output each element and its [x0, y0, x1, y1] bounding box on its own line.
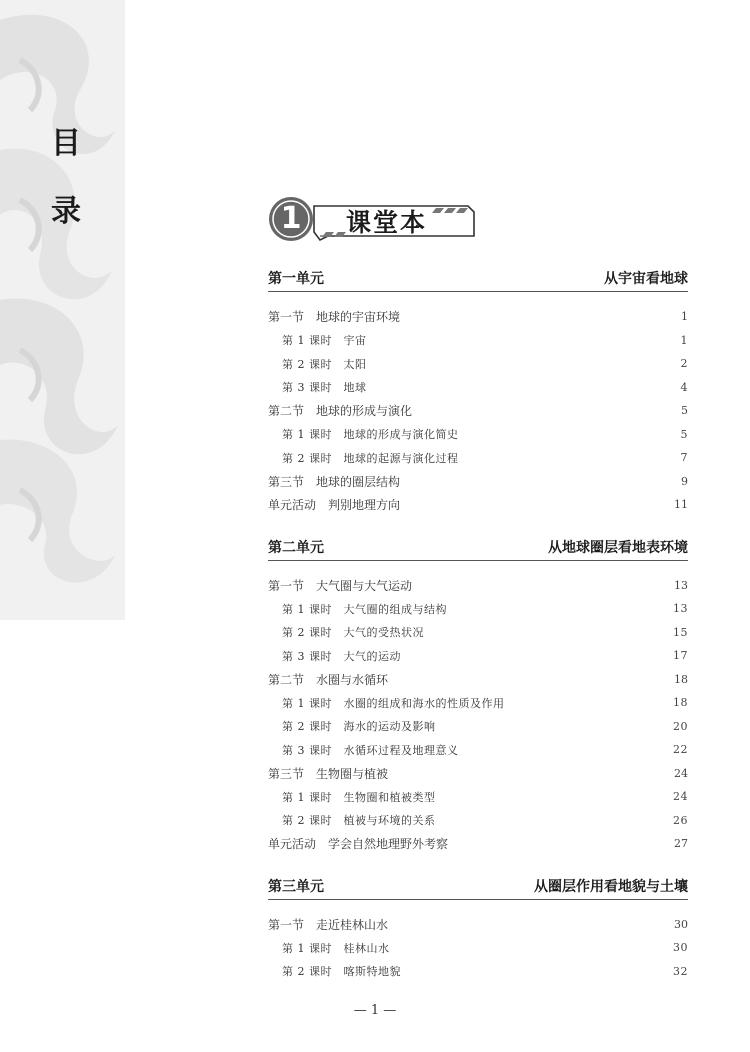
toc-label: 单元活动 学会自然地理野外考察: [268, 837, 449, 852]
toc-page: 24: [674, 766, 688, 780]
toc-label: 单元活动 判别地理方向: [268, 498, 401, 513]
toc-page: 26: [673, 813, 688, 827]
toc-page: 15: [673, 625, 688, 639]
toc-row[interactable]: [268, 715, 688, 739]
toc-label: 第 3 课时 大气的运动: [282, 649, 401, 663]
toc-label: 第 1 课时 生物圈和植被类型: [282, 790, 436, 804]
toc-label: 第 1 课时 地球的形成与演化简史: [282, 428, 459, 442]
toc-row[interactable]: [268, 305, 688, 329]
toc-page: 7: [680, 451, 688, 465]
toc-row[interactable]: [268, 376, 688, 400]
toc-row[interactable]: [268, 785, 688, 809]
toc-label: 第 2 课时 海水的运动及影响: [282, 720, 436, 734]
toc-page: 32: [673, 964, 688, 978]
toc-label: 第 1 课时 宇宙: [282, 334, 367, 348]
toc-page: 5: [681, 404, 688, 418]
table-of-contents: [268, 268, 688, 983]
toc-page: 1: [680, 333, 688, 347]
toc-page: 20: [673, 719, 688, 733]
toc-row[interactable]: [268, 832, 688, 856]
toc-label: 第三节 生物圈与植被: [268, 766, 389, 781]
toc-row[interactable]: [268, 936, 688, 960]
toc-row[interactable]: [268, 574, 688, 598]
badge-number: 1: [280, 201, 302, 236]
toc-row[interactable]: [268, 913, 688, 937]
toc-label: 第 2 课时 大气的受热状况: [282, 626, 424, 640]
toc-page: 13: [673, 602, 688, 616]
toc-row[interactable]: [268, 493, 688, 517]
toc-row[interactable]: [268, 329, 688, 353]
toc-row[interactable]: [268, 644, 688, 668]
unit-2: [268, 537, 688, 856]
toc-label: 第 1 课时 水圈的组成和海水的性质及作用: [282, 696, 505, 710]
side-title-char-2: 录: [51, 194, 81, 229]
side-title-char-1: 目: [51, 126, 81, 161]
toc-label: 第二节 地球的形成与演化: [268, 404, 413, 419]
toc-page: 22: [673, 743, 688, 757]
unit-3: [268, 876, 688, 984]
unit-title: 从地球圈层看地表环境: [548, 539, 688, 556]
page-number: — 1 —: [353, 1003, 397, 1018]
unit-header: [268, 268, 688, 292]
toc-page: 18: [674, 672, 688, 686]
unit-title: 从圈层作用看地貌与土壤: [534, 878, 688, 895]
toc-row[interactable]: [268, 423, 688, 447]
toc-label: 第 2 课时 植被与环境的关系: [282, 814, 436, 828]
section-badge: [268, 196, 478, 246]
toc-row[interactable]: [268, 738, 688, 762]
unit-1: [268, 268, 688, 517]
toc-page: 18: [673, 696, 688, 710]
toc-row[interactable]: [268, 621, 688, 645]
unit-name: 第三单元: [268, 878, 324, 895]
toc-label: 第 1 课时 大气圈的组成与结构: [282, 602, 447, 616]
unit-name: 第二单元: [268, 539, 324, 556]
toc-row[interactable]: [268, 762, 688, 786]
toc-label: 第一节 走近桂林山水: [268, 917, 389, 932]
toc-row[interactable]: [268, 691, 688, 715]
toc-page: 13: [674, 578, 688, 592]
toc-row[interactable]: [268, 809, 688, 833]
toc-page: 5: [680, 427, 688, 441]
unit-name: 第一单元: [268, 271, 324, 287]
toc-label: 第 1 课时 桂林山水: [282, 941, 390, 955]
toc-row[interactable]: [268, 597, 688, 621]
toc-row[interactable]: [268, 446, 688, 470]
unit-header: [268, 537, 688, 561]
toc-label: 第 2 课时 地球的起源与演化过程: [282, 451, 459, 465]
toc-label: 第一节 地球的宇宙环境: [268, 310, 401, 325]
toc-page: 9: [681, 474, 688, 488]
toc-row[interactable]: [268, 399, 688, 423]
toc-row[interactable]: [268, 470, 688, 494]
toc-row[interactable]: [268, 960, 688, 984]
toc-label: 第二节 水圈与水循环: [268, 672, 389, 687]
toc-page: 24: [673, 790, 688, 804]
toc-label: 第一节 大气圈与大气运动: [268, 578, 413, 593]
toc-page: 17: [673, 649, 688, 663]
toc-label: 第 3 课时 地球: [282, 381, 367, 395]
toc-page: 30: [674, 917, 688, 931]
badge-label: 课堂本: [346, 208, 428, 237]
toc-label: 第 2 课时 太阳: [282, 357, 367, 371]
toc-page: 2: [680, 357, 688, 371]
side-decoration: [0, 0, 125, 620]
toc-row[interactable]: [268, 352, 688, 376]
toc-page: 1: [681, 310, 688, 324]
toc-row[interactable]: [268, 668, 688, 692]
unit-title: 从宇宙看地球: [604, 271, 688, 287]
toc-page: 4: [680, 380, 688, 394]
toc-label: 第三节 地球的圈层结构: [268, 474, 401, 489]
toc-label: 第 2 课时 喀斯特地貌: [282, 965, 401, 979]
toc-page: 11: [674, 498, 688, 512]
toc-label: 第 3 课时 水循环过程及地理意义: [282, 743, 459, 757]
unit-header: [268, 876, 688, 900]
toc-page: 30: [673, 941, 688, 955]
toc-page: 27: [674, 837, 688, 851]
